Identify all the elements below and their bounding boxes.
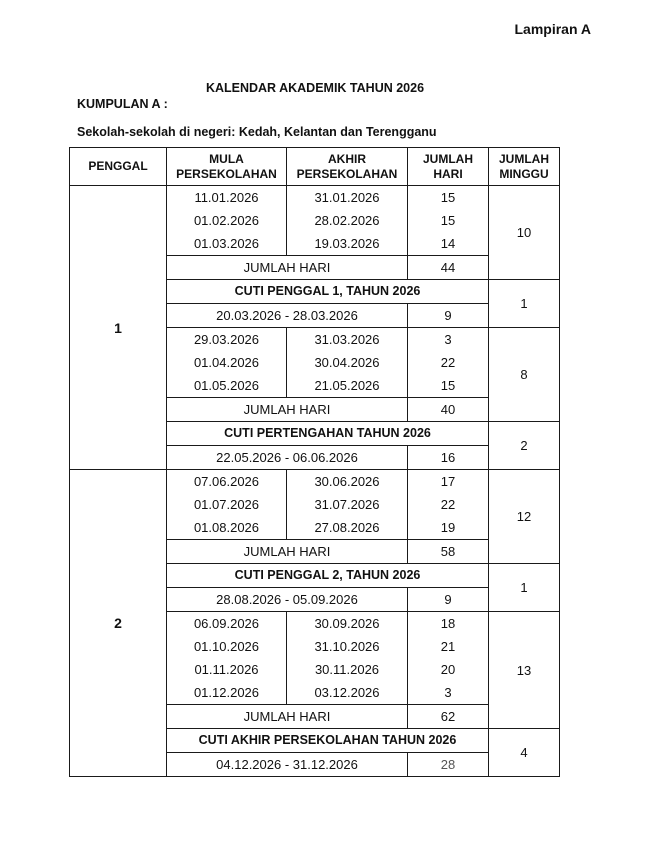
week-count: 8 — [489, 328, 560, 422]
total-days-value: 40 — [408, 398, 489, 422]
holiday-title: CUTI PERTENGAHAN TAHUN 2026 — [167, 422, 489, 446]
day-count: 19 — [408, 516, 489, 540]
total-days-label: JUMLAH HARI — [167, 705, 408, 729]
day-count: 3 — [408, 681, 489, 705]
end-date: 30.09.2026 — [287, 612, 408, 636]
start-date: 07.06.2026 — [167, 470, 287, 494]
week-count: 10 — [489, 186, 560, 280]
end-date: 31.07.2026 — [287, 493, 408, 516]
week-count: 12 — [489, 470, 560, 564]
week-count: 13 — [489, 612, 560, 729]
total-days-label: JUMLAH HARI — [167, 256, 408, 280]
start-date: 01.05.2026 — [167, 374, 287, 398]
holiday-range: 20.03.2026 - 28.03.2026 — [167, 304, 408, 328]
holiday-title: CUTI PENGGAL 2, TAHUN 2026 — [167, 564, 489, 588]
holiday-days: 9 — [408, 588, 489, 612]
holiday-title: CUTI PENGGAL 1, TAHUN 2026 — [167, 280, 489, 304]
end-date: 31.01.2026 — [287, 186, 408, 210]
day-count: 18 — [408, 612, 489, 636]
end-date: 03.12.2026 — [287, 681, 408, 705]
group-label: KUMPULAN A : — [77, 97, 168, 111]
day-count: 15 — [408, 186, 489, 210]
week-count: 1 — [489, 280, 560, 328]
end-date: 21.05.2026 — [287, 374, 408, 398]
week-count: 1 — [489, 564, 560, 612]
day-count: 3 — [408, 328, 489, 352]
header-weeks: JUMLAH MINGGU — [489, 148, 560, 186]
header-row — [70, 148, 560, 186]
holiday-range: 22.05.2026 - 06.06.2026 — [167, 446, 408, 470]
total-days-label: JUMLAH HARI — [167, 540, 408, 564]
holiday-title: CUTI AKHIR PERSEKOLAHAN TAHUN 2026 — [167, 729, 489, 753]
states-line: Sekolah-sekolah di negeri: Kedah, Kelantan dan Terengganu — [77, 125, 437, 139]
start-date: 01.08.2026 — [167, 516, 287, 540]
term-2-cell: 2 — [70, 470, 167, 777]
academic-calendar-table — [69, 147, 560, 777]
end-date: 30.11.2026 — [287, 658, 408, 681]
start-date: 01.11.2026 — [167, 658, 287, 681]
day-count: 15 — [408, 374, 489, 398]
holiday-days: 16 — [408, 446, 489, 470]
start-date: 06.09.2026 — [167, 612, 287, 636]
table-row — [70, 470, 560, 494]
header-start: MULA PERSEKOLAHAN — [167, 148, 287, 186]
end-date: 28.02.2026 — [287, 209, 408, 232]
end-date: 30.04.2026 — [287, 351, 408, 374]
start-date: 01.07.2026 — [167, 493, 287, 516]
start-date: 01.04.2026 — [167, 351, 287, 374]
start-date: 11.01.2026 — [167, 186, 287, 210]
total-days-value: 58 — [408, 540, 489, 564]
header-end: AKHIR PERSEKOLAHAN — [287, 148, 408, 186]
total-days-label: JUMLAH HARI — [167, 398, 408, 422]
day-count: 14 — [408, 232, 489, 256]
end-date: 31.10.2026 — [287, 635, 408, 658]
end-date: 30.06.2026 — [287, 470, 408, 494]
day-count: 21 — [408, 635, 489, 658]
total-days-value: 62 — [408, 705, 489, 729]
day-count: 17 — [408, 470, 489, 494]
holiday-range: 28.08.2026 - 05.09.2026 — [167, 588, 408, 612]
week-count: 4 — [489, 729, 560, 777]
day-count: 22 — [408, 493, 489, 516]
start-date: 29.03.2026 — [167, 328, 287, 352]
end-date: 27.08.2026 — [287, 516, 408, 540]
end-date: 31.03.2026 — [287, 328, 408, 352]
table-row — [70, 186, 560, 210]
start-date: 01.02.2026 — [167, 209, 287, 232]
page-title: KALENDAR AKADEMIK TAHUN 2026 — [205, 81, 425, 95]
header-days: JUMLAH HARI — [408, 148, 489, 186]
annex-label: Lampiran A — [514, 21, 591, 37]
header-term: PENGGAL — [70, 148, 167, 186]
end-date: 19.03.2026 — [287, 232, 408, 256]
start-date: 01.10.2026 — [167, 635, 287, 658]
day-count: 22 — [408, 351, 489, 374]
holiday-range: 04.12.2026 - 31.12.2026 — [167, 753, 408, 777]
holiday-days: 28 — [408, 753, 489, 777]
term-1-cell: 1 — [70, 186, 167, 470]
total-days-value: 44 — [408, 256, 489, 280]
week-count: 2 — [489, 422, 560, 470]
start-date: 01.03.2026 — [167, 232, 287, 256]
day-count: 20 — [408, 658, 489, 681]
holiday-days: 9 — [408, 304, 489, 328]
start-date: 01.12.2026 — [167, 681, 287, 705]
day-count: 15 — [408, 209, 489, 232]
